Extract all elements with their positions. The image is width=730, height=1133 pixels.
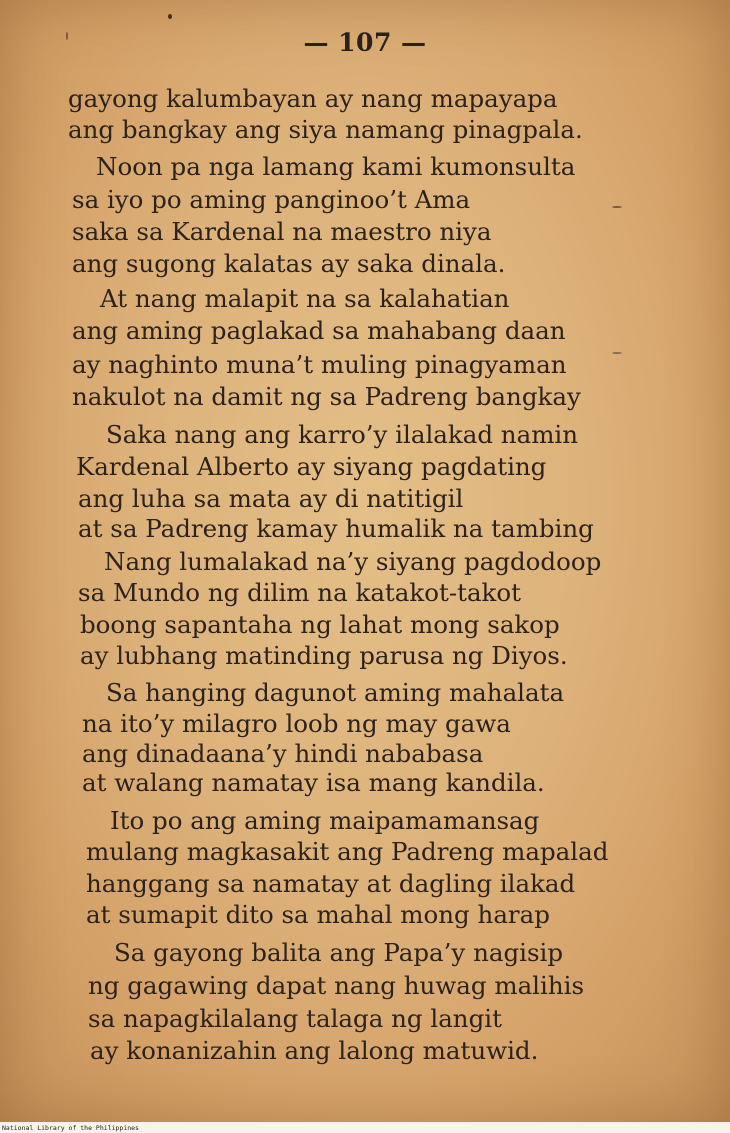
poem-line: ay lubhang matinding parusa ng Diyos. [80,641,568,670]
poem-line: hanggang sa namatay at dagling ilakad [86,869,576,898]
poem-line: ang luha sa mata ay di natitigil [78,484,464,513]
poem-line: Ito po ang aming maipamamansag [110,806,540,835]
poem-line: Kardenal Alberto ay siyang pagdating [76,452,547,481]
ink-speck [612,352,622,354]
poem-line: ay naghinto muna’t muling pinagyaman [72,350,567,379]
poem-line: na ito’y milagro loob ng may gawa [82,709,511,738]
poem-line: sa napagkilalang talaga ng langit [88,1004,502,1033]
poem-line: Noon pa nga lamang kami kumonsulta [96,152,576,181]
poem-line: at sumapit dito sa mahal mong harap [86,900,550,929]
poem-line: ay konanizahin ang lalong matuwid. [90,1036,539,1065]
poem-line: sa Mundo ng dilim na katakot-takot [78,578,521,607]
poem-line: ang sugong kalatas ay saka dinala. [72,249,506,278]
poem-line: saka sa Kardenal na maestro niya [72,217,492,246]
poem-line: Nang lumalakad na’y siyang pagdodoop [104,547,602,576]
poem-line: ang dinadaana’y hindi nababasa [82,739,484,768]
poem-line: at sa Padreng kamay humalik na tambing [78,514,594,543]
poem-line: Sa hanging dagunot aming mahalata [106,678,565,707]
poem-line: ang bangkay ang siya namang pinagpala. [68,115,583,144]
poem-line: sa iyo po aming panginoo’t Ama [72,185,471,214]
poem-line: At nang malapit na sa kalahatian [100,284,510,313]
page-number: — 107 — [303,28,427,57]
ink-speck [612,206,622,208]
poem-line: at walang namatay isa mang kandila. [82,768,545,797]
library-credit: National Library of the Philippines [2,1124,139,1132]
poem-line: boong sapantaha ng lahat mong sakop [80,610,560,639]
poem-line: ang aming paglakad sa mahabang daan [72,316,566,345]
poem-line: mulang magkasakit ang Padreng mapalad [86,837,609,866]
poem-line: Saka nang ang karro’y ilalakad namin [106,420,579,449]
poem-line: Sa gayong balita ang Papa’y nagisip [114,938,564,967]
poem-line: gayong kalumbayan ay nang mapayapa [68,84,558,113]
poem-line: ng gagawing dapat nang huwag malihis [88,971,585,1000]
poem-line: nakulot na damit ng sa Padreng bangkay [72,382,581,411]
ink-speck [168,14,172,19]
